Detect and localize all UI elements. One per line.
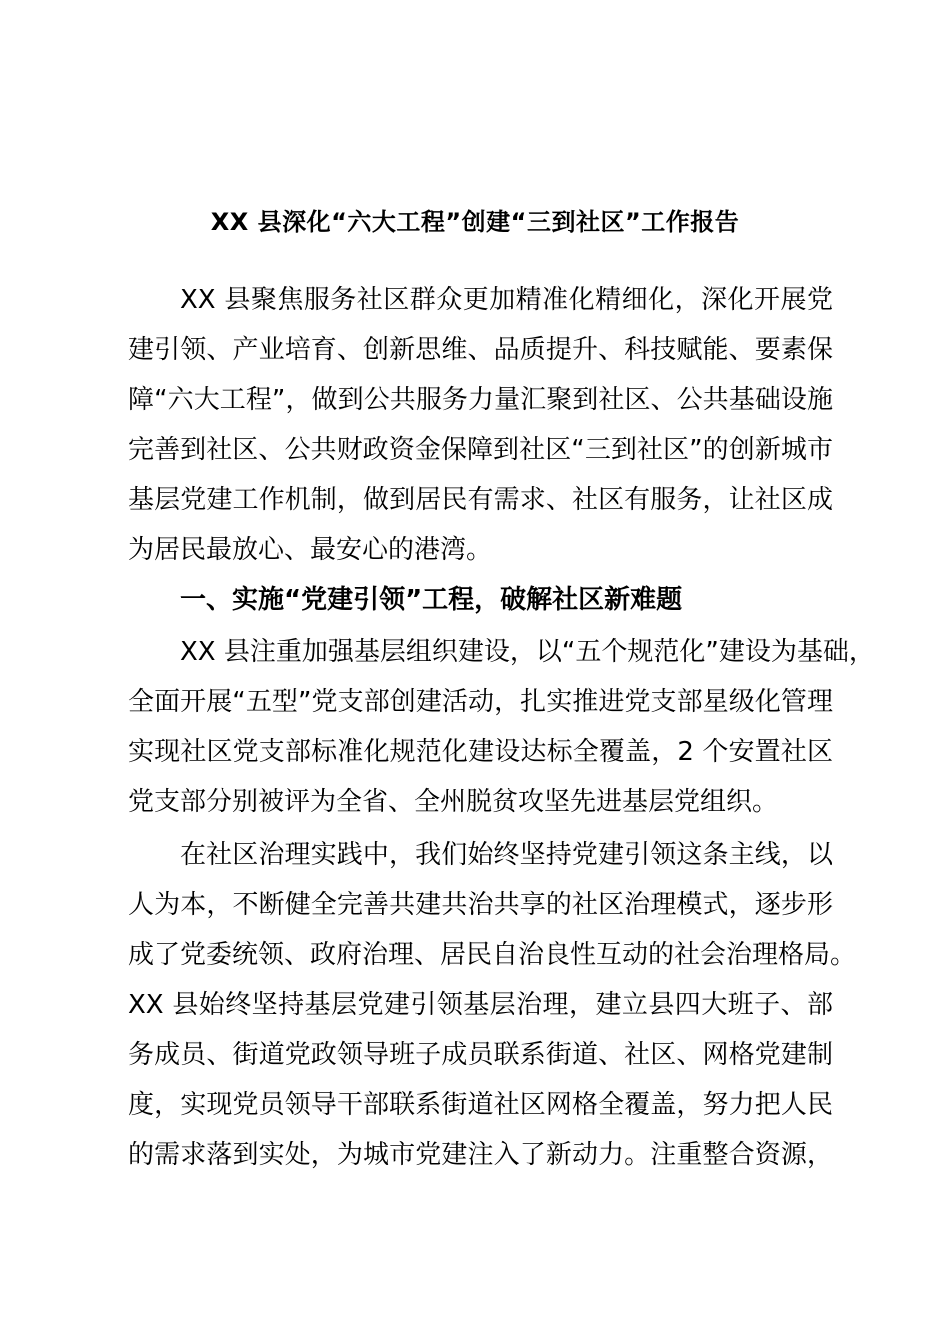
- paragraph-line: 完善到社区、公共财政资金保障到社区“三到社区”的创新城市: [128, 435, 833, 465]
- paragraph-line: 在社区治理实践中，我们始终坚持党建引领这条主线，以: [180, 840, 833, 870]
- paragraph-line: XX 县始终坚持基层党建引领基层治理，建立县四大班子、部: [128, 990, 833, 1020]
- paragraph-line: 成了党委统领、政府治理、居民自治良性互动的社会治理格局。: [128, 940, 857, 970]
- paragraph-line: 度，实现党员领导干部联系街道社区网格全覆盖，努力把人民: [128, 1090, 833, 1120]
- section-heading: 一、实施“党建引领”工程，破解社区新难题: [180, 585, 683, 615]
- paragraph-line: 务成员、街道党政领导班子成员联系街道、社区、网格党建制: [128, 1040, 833, 1070]
- paragraph-line: 建引领、产业培育、创新思维、品质提升、科技赋能、要素保: [128, 335, 833, 365]
- paragraph-line: XX 县聚焦服务社区群众更加精准化精细化，深化开展党: [180, 285, 833, 315]
- paragraph-line: 党支部分别被评为全省、全州脱贫攻坚先进基层党组织。: [128, 787, 779, 817]
- paragraph-line: 人为本，不断健全完善共建共治共享的社区治理模式，逐步形: [128, 890, 833, 920]
- paragraph-line: XX 县注重加强基层组织建设，以“五个规范化”建设为基础，: [180, 637, 875, 667]
- paragraph-line: 实现社区党支部标准化规范化建设达标全覆盖，2 个安置社区: [128, 737, 833, 767]
- paragraph-line: 基层党建工作机制，做到居民有需求、社区有服务，让社区成: [128, 485, 833, 515]
- paragraph-line: 全面开展“五型”党支部创建活动，扎实推进党支部星级化管理: [128, 687, 833, 717]
- document-title: XX 县深化“六大工程”创建“三到社区”工作报告: [210, 208, 740, 236]
- paragraph-line: 障“六大工程”，做到公共服务力量汇聚到社区、公共基础设施: [128, 385, 833, 415]
- paragraph-line: 为居民最放心、最安心的港湾。: [128, 535, 493, 565]
- paragraph-line: 的需求落到实处，为城市党建注入了新动力。注重整合资源，: [128, 1140, 833, 1170]
